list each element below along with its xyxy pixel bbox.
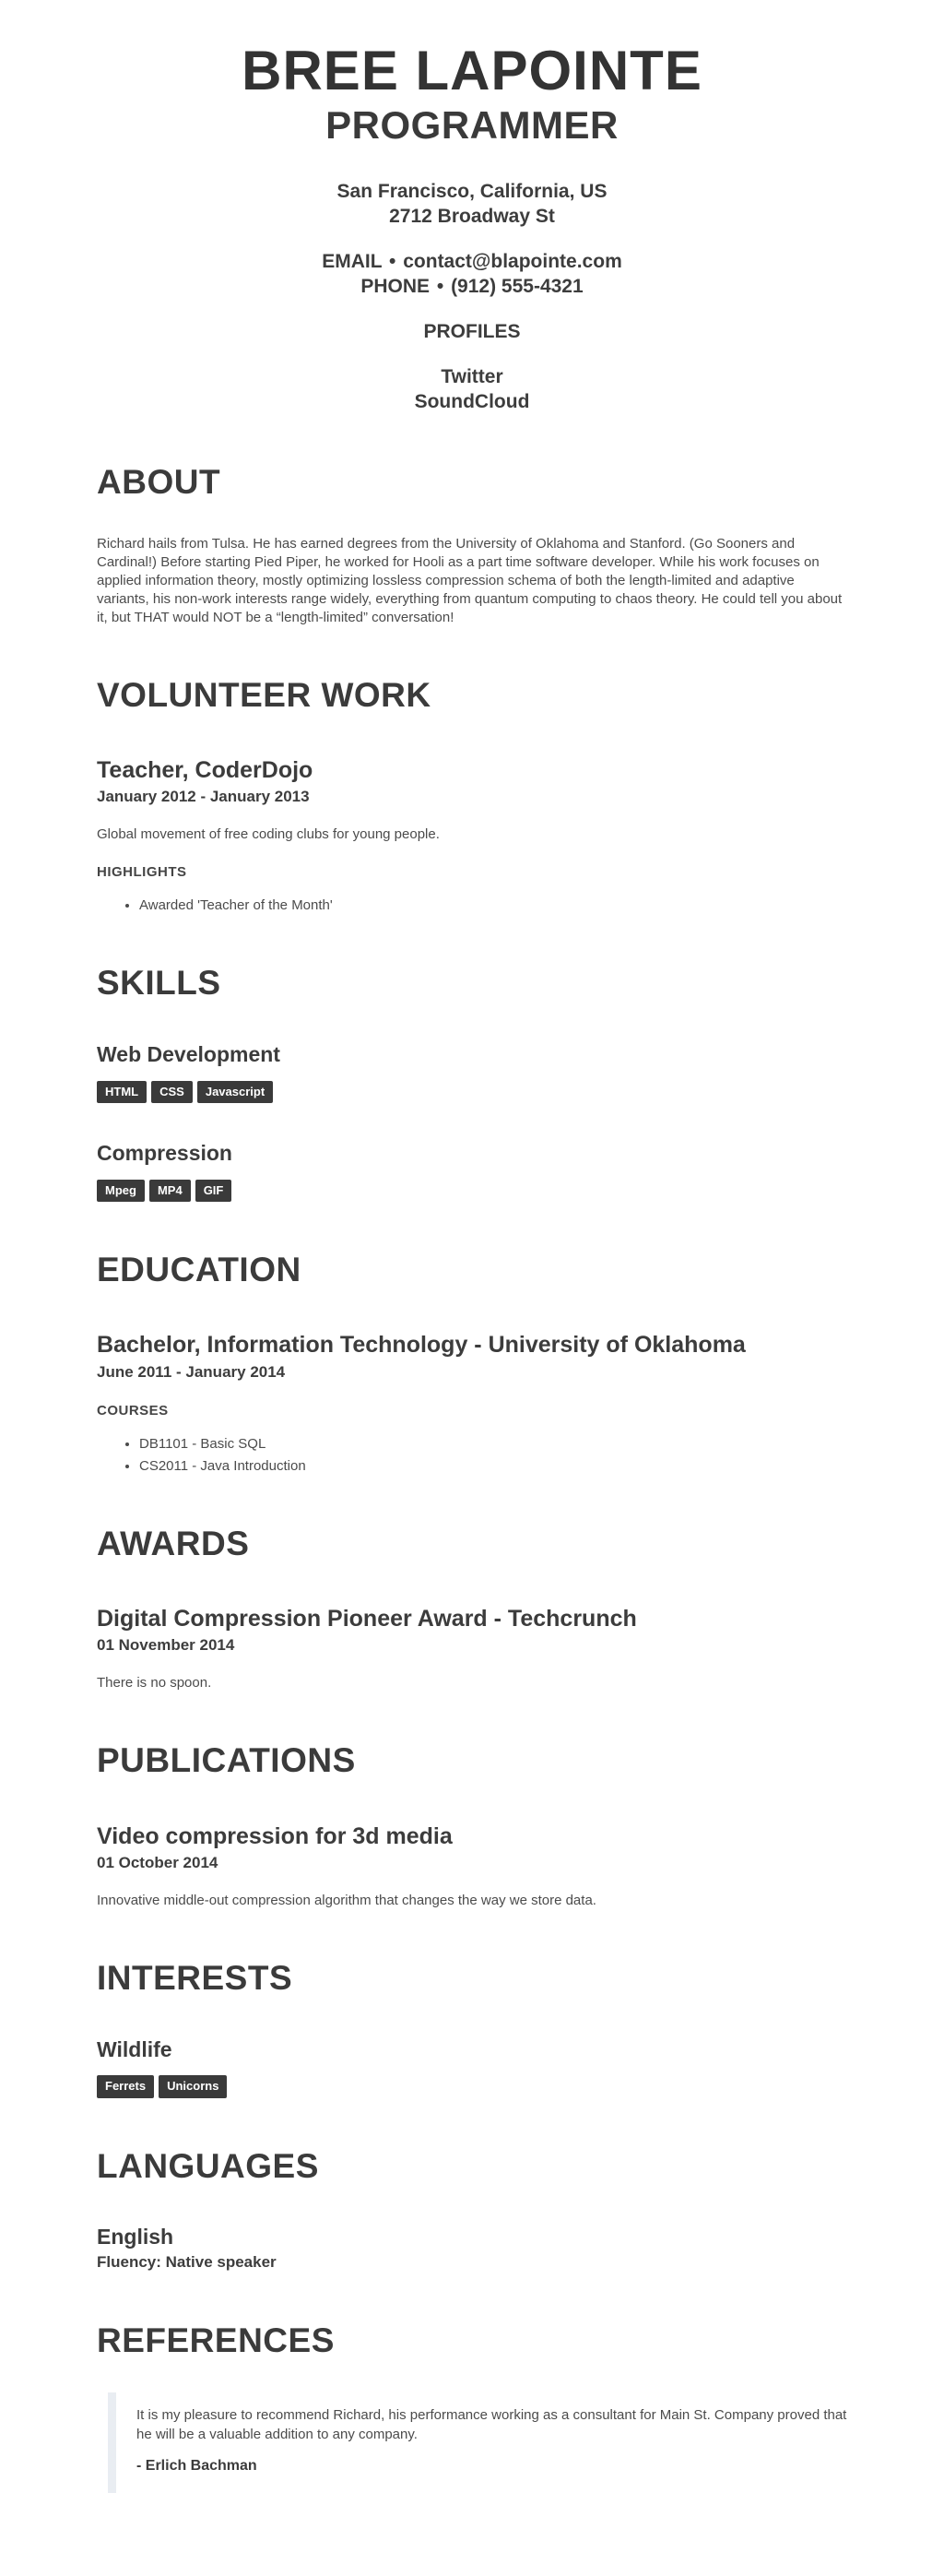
courses-list (97, 1435, 847, 1476)
profile-link-twitter[interactable] (97, 364, 847, 389)
bullet-separator: • (436, 276, 444, 298)
highlights-list (97, 896, 847, 915)
skill-tag: MP4 (149, 1180, 191, 1202)
about-title: ABOUT (97, 463, 221, 502)
references-title: REFERENCES (97, 2321, 335, 2359)
volunteer-dates: January 2012 - January 2013 (97, 788, 310, 806)
language-fluency: Fluency: Native speaker (97, 2252, 277, 2271)
award-date: 01 November 2014 (97, 1636, 235, 1655)
section-about (97, 462, 847, 626)
location-line1: San Francisco, California, US (336, 181, 608, 203)
location-line2: 2712 Broadway St (389, 206, 555, 228)
course-item: • CS2011 - Java Introduction (139, 1457, 847, 1476)
education-dates: June 2011 - January 2014 (97, 1362, 286, 1381)
about-text: Richard hails from Tulsa. He has earned degrees from the University of Oklahoma and Stanford. (Go Sooners and Cardinal!) Before starting Pied Piper, he worked for Hooli as a part time software developer. While his work focuses on applied information theory, mostly optimizing lossless compression schema of both the length-limited and adaptive variants, his non-work interests range widely, everything from quantum computing to chaos theory. He could tell you about it, but THAT would NOT be a “length-limited” conversation! (97, 535, 843, 625)
reference-quote (108, 2392, 847, 2493)
section-awards (97, 1524, 847, 1693)
phone-line (97, 274, 847, 299)
skill-group-name: Compression (97, 1140, 232, 1165)
publication-date: 01 October 2014 (97, 1854, 218, 1872)
interest-group-name: Wildlife (97, 2036, 172, 2061)
course-item: • DB1101 - Basic SQL (139, 1435, 847, 1454)
profile-link-soundcloud[interactable] (97, 389, 847, 414)
skills-title: SKILLS (97, 964, 221, 1003)
skill-tag: Mpeg (97, 1180, 145, 1202)
award-item (97, 1605, 847, 1692)
section-references (97, 2321, 847, 2493)
reference-text: It is my pleasure to recommend Richard, his performance working as a consultant for Main St. Company proved that he will be a valuable addition to any company. (136, 2407, 847, 2443)
awards-title: AWARDS (97, 1524, 250, 1562)
email-label: EMAIL (322, 251, 383, 273)
interest-tag: Ferrets (97, 2075, 154, 2097)
volunteer-item (97, 756, 847, 915)
section-publications (97, 1740, 847, 1910)
twitter-link[interactable]: Twitter (441, 366, 503, 388)
phone-label: PHONE (360, 276, 431, 298)
contact-block (97, 179, 847, 414)
skill-group (97, 1041, 847, 1103)
email-link[interactable]: contact@blapointe.com (403, 251, 622, 273)
publication-name: Video compression for 3d media (97, 1822, 453, 1849)
language-item (97, 2224, 847, 2273)
highlights-label: HIGHLIGHTS (97, 864, 187, 881)
skill-group-name: Web Development (97, 1041, 280, 1066)
section-interests (97, 1958, 847, 2097)
skill-tags (97, 1180, 847, 1202)
skill-tag: HTML (97, 1081, 147, 1103)
section-education (97, 1250, 847, 1476)
volunteer-title: VOLUNTEER WORK (97, 675, 431, 714)
interest-tag: Unicorns (159, 2075, 227, 2097)
reference-author: - Erlich Bachman (136, 2458, 257, 2475)
resume-header (97, 41, 847, 414)
education-item (97, 1331, 847, 1475)
person-role: PROGRAMMER (325, 103, 619, 147)
skill-tag: Javascript (197, 1081, 273, 1103)
skill-tag: GIF (195, 1180, 232, 1202)
person-name: BREE LAPOINTE (242, 40, 702, 101)
publication-summary: Innovative middle-out compression algorithm that changes the way we store data. (97, 1893, 596, 1909)
email-line (97, 249, 847, 274)
language-name: English (97, 2224, 174, 2249)
publication-item (97, 1822, 847, 1910)
courses-label: COURSES (97, 1402, 169, 1419)
education-degree: Bachelor, Information Technology - University of Oklahoma (97, 1332, 746, 1359)
bullet-separator: • (389, 251, 396, 273)
interests-title: INTERESTS (97, 1959, 293, 1998)
volunteer-summary: Global movement of free coding clubs for young people. (97, 826, 440, 843)
section-languages (97, 2146, 847, 2273)
profiles-label: PROFILES (423, 321, 521, 343)
languages-title: LANGUAGES (97, 2146, 319, 2185)
award-name: Digital Compression Pioneer Award - Techcrunch (97, 1606, 637, 1632)
skill-tags (97, 1081, 847, 1103)
education-title: EDUCATION (97, 1250, 301, 1288)
section-volunteer-work (97, 675, 847, 916)
skill-tag: CSS (151, 1081, 193, 1103)
skill-group (97, 1140, 847, 1202)
interest-tags (97, 2075, 847, 2097)
publications-title: PUBLICATIONS (97, 1741, 356, 1780)
section-skills (97, 963, 847, 1201)
award-summary: There is no spoon. (97, 1675, 212, 1692)
phone-value: (912) 555-4321 (451, 276, 584, 298)
interest-group (97, 2036, 847, 2098)
volunteer-position: Teacher, CoderDojo (97, 757, 313, 784)
soundcloud-link[interactable]: SoundCloud (414, 391, 530, 413)
highlight-item: • Awarded 'Teacher of the Month' (139, 896, 847, 915)
